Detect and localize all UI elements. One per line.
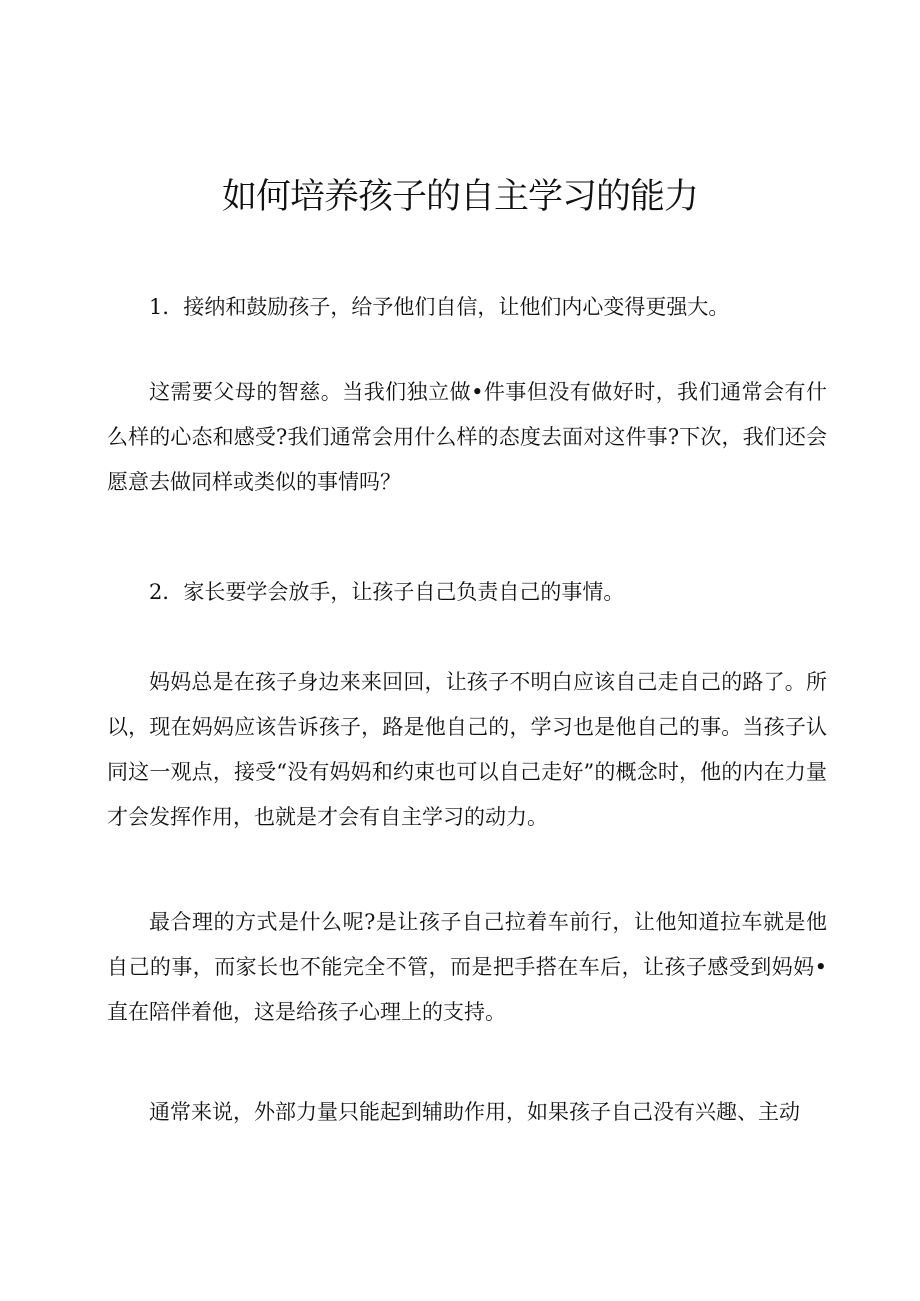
paragraph-body-4: 通常来说，外部力量只能起到辅助作用，如果孩子自己没有兴趣、主动 [149,1100,800,1124]
paragraph-body-1: 这需要父母的智慈。当我们独立做•件事但没有做好时，我们通常会有什么样的心态和感受?我们通常会用什么样的态度去面对这件事?下次，我们还会愿意去做同样或类似的事情吗？ [107,380,827,494]
paragraph-point-1: 1．接纳和鼓励孩子，给予他们自信，让他们内心变得更强大。 [149,295,730,319]
paragraph-body-3: 最合理的方式是什么呢?是让孩子自己拉着车前行，让他知道拉车就是他自己的事，而家长也不能完全不管，而是把手搭在车后，让孩子感受到妈妈•直在陪伴着他，这是给孩子心理上的支持。 [107,910,827,1024]
paragraph-body-2: 妈妈总是在孩子身边来来回回，让孩子不明白应该自己走自己的路了。所以，现在妈妈应该告诉孩子，路是他自己的，学习也是他自己的事。当孩子认同这一观点，接受“没有妈妈和约束也可以自己走好”的概念时，他的内在力量才会发挥作用，也就是才会有自主学习的动力。 [107,670,827,829]
document-title: 如何培养孩子的自主学习的能力 [221,177,698,217]
paragraph-point-2: 2．家长要学会放手，让孩子自己负责自己的事情。 [149,580,625,604]
